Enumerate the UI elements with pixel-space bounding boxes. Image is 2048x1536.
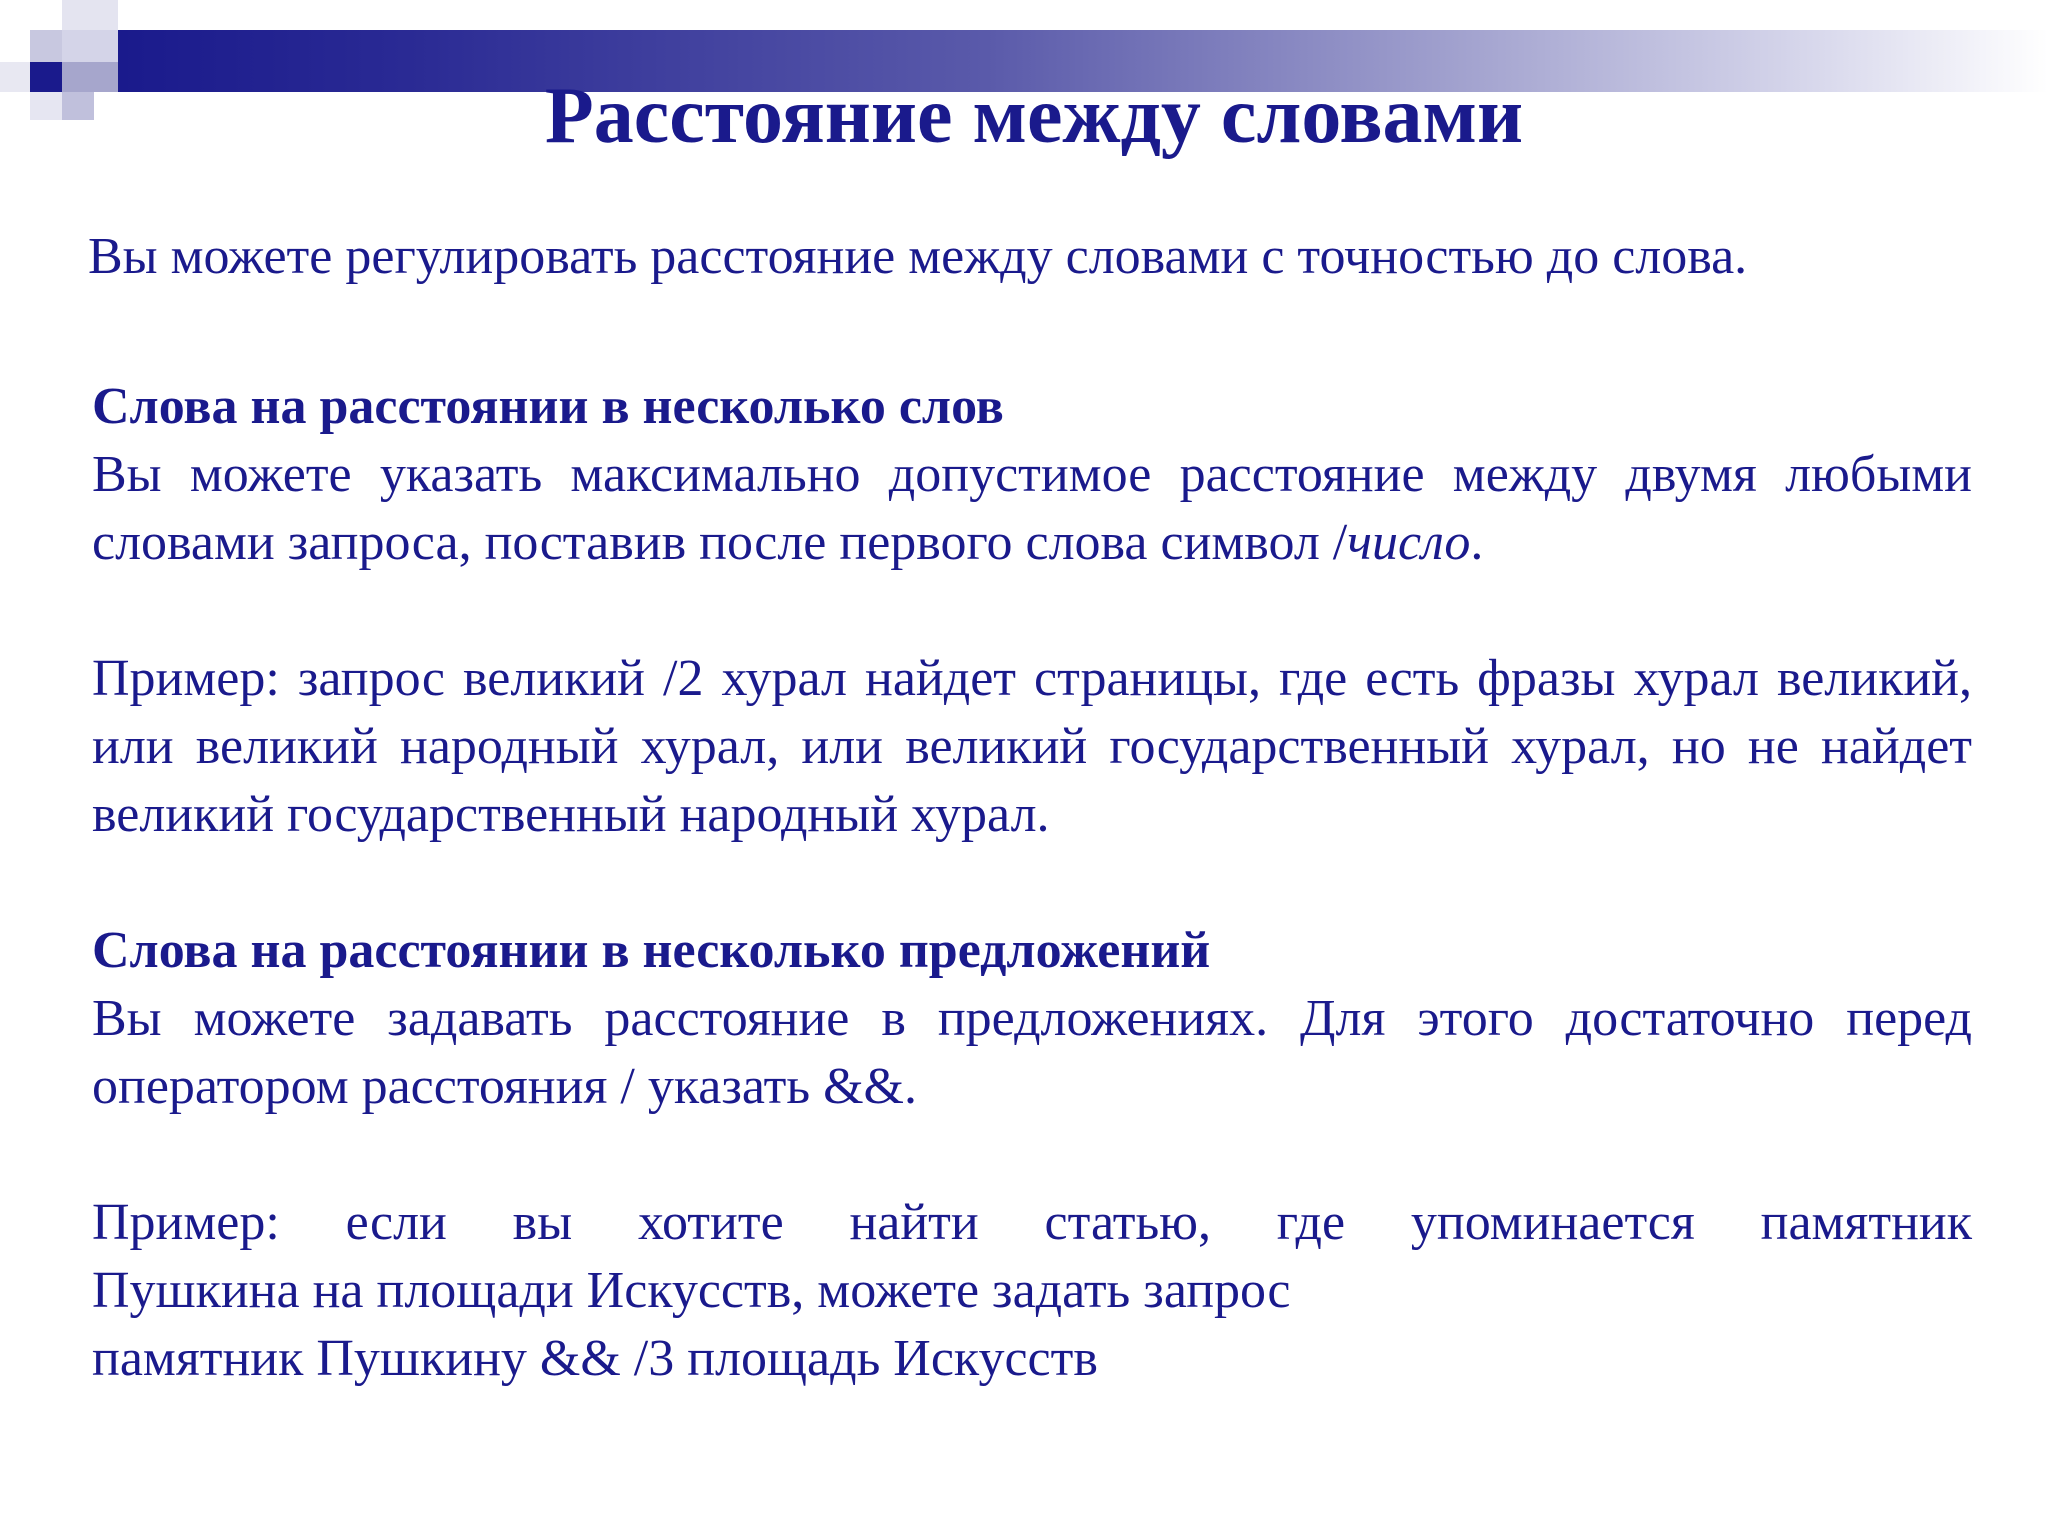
slide-title: Расстояние между словами [544,72,1524,160]
section2-example-line3: памятник Пушкину && /3 площадь Искусств [92,1330,1098,1387]
section2-example-line2: Пушкина на площади Искусств, можете задать запрос [92,1262,1291,1319]
section1-paragraph-end: . [1470,514,1484,571]
section1-paragraph [92,441,1972,577]
decor-square [62,30,118,62]
spacer [92,577,1972,645]
decor-square [62,0,118,30]
section2-paragraph: Вы можете задавать расстояние в предложениях. Для этого достаточно перед оператором расстояния / указать &&. [92,990,1972,1115]
section1-paragraph-italic: число [1347,514,1471,571]
intro-paragraph: Вы можете регулировать расстояние между словами с точностью до слова. [88,228,1748,285]
section2-example-line1: Пример: если вы хотите найти статью, где упоминается памятник [92,1194,1972,1251]
decor-square [30,30,62,62]
spacer [92,849,1972,917]
spacer [92,1121,1972,1189]
slide-body [92,373,1972,1393]
section1-heading: Слова на расстоянии в несколько слов [92,378,1004,435]
section2-heading: Слова на расстоянии в несколько предложений [92,922,1211,979]
section1-paragraph-text: Вы можете указать максимально допустимое расстояние между двумя любыми словами запроса, поставив после первого слова символ / [92,446,1972,571]
section1-example: Пример: запрос великий /2 хурал найдет страницы, где есть фразы хурал великий, или великий народный хурал, или великий государственный хурал, но не найдет великий государственный народный хурал. [92,650,1972,843]
